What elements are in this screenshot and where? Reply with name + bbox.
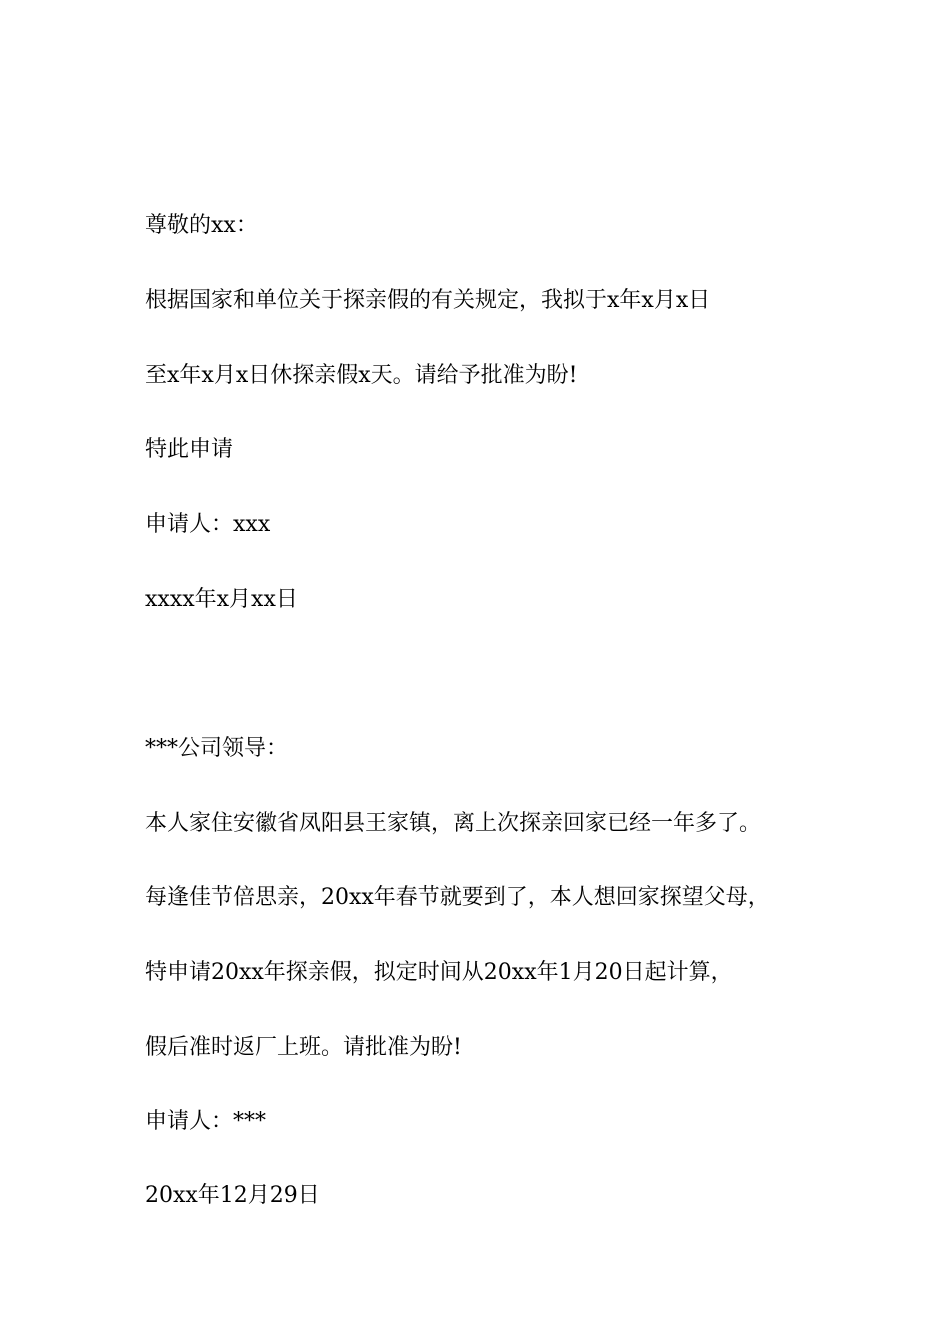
letter1-body-line-1: 根据国家和单位关于探亲假的有关规定，我拟于x年x月x日	[145, 288, 711, 313]
letter2-body-line-3: 特申请20xx年探亲假，拟定时间从20xx年1月20日起计算，	[145, 960, 733, 985]
letter2-body-line-4: 假后准时返厂上班。请批准为盼!	[145, 1035, 462, 1060]
letter2-body-line-2: 每逢佳节倍思亲，20xx年春节就要到了，本人想回家探望父母，	[145, 885, 770, 910]
letter2-applicant: 申请人：***	[145, 1109, 267, 1134]
letter2-body-line-1: 本人家住安徽省凤阳县王家镇，离上次探亲回家已经一年多了。	[145, 811, 762, 836]
letter1-body-line-2: 至x年x月x日休探亲假x天。请给予批准为盼!	[145, 363, 578, 388]
letter1-applicant: 申请人：xxx	[145, 512, 271, 537]
letter2-salutation: ***公司领导：	[145, 736, 289, 761]
letter1-salutation: 尊敬的xx：	[145, 213, 258, 238]
letter1-date: xxxx年x月xx日	[145, 587, 298, 612]
letter2-date: 20xx年12月29日	[145, 1183, 320, 1208]
letter1-closing: 特此申请	[145, 437, 234, 462]
